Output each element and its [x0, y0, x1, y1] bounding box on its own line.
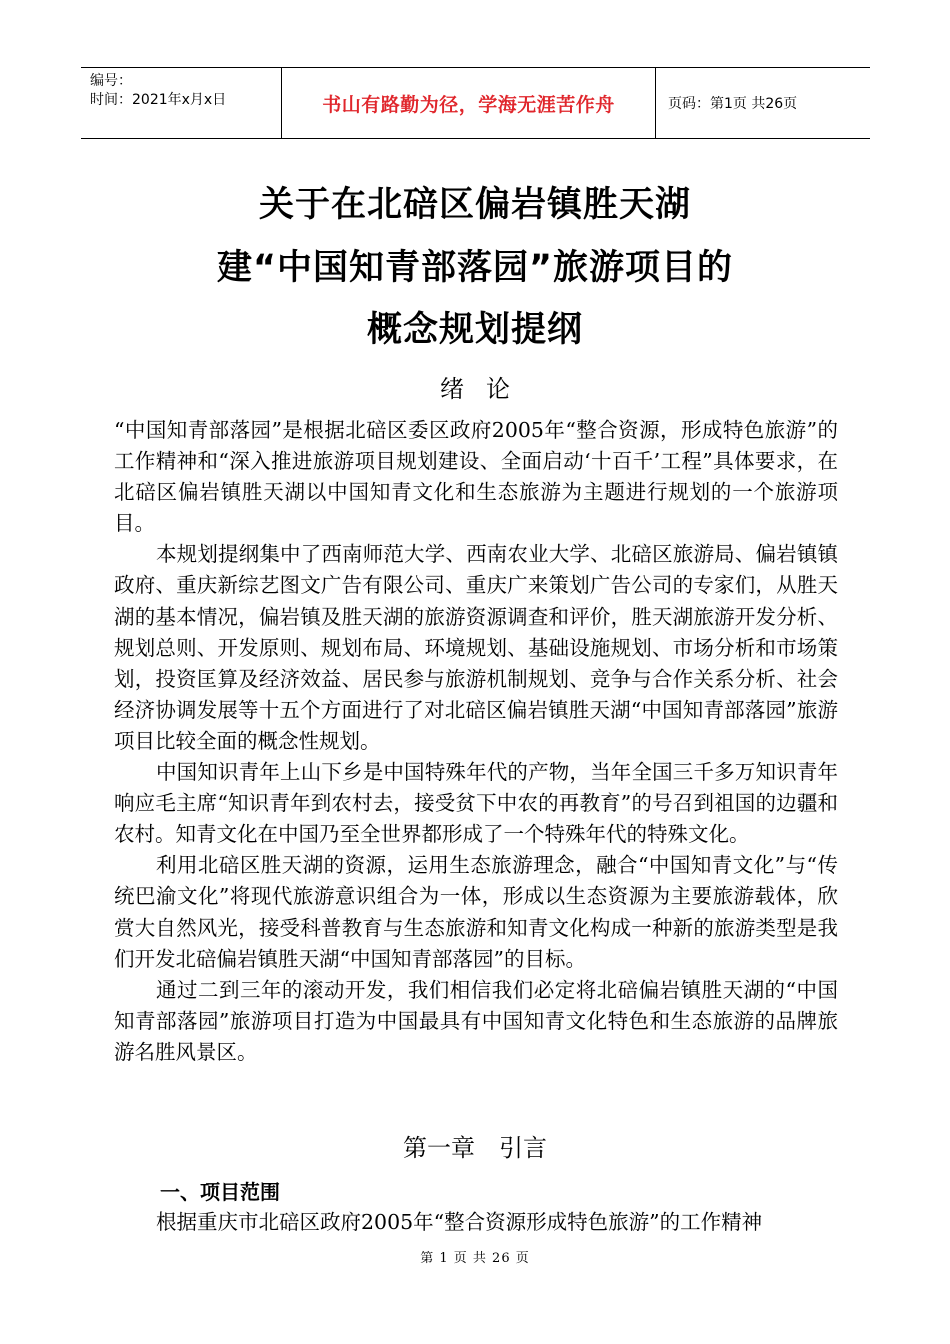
- intro-body: [114, 415, 838, 1068]
- header-meta: [81, 68, 282, 138]
- header-page-info: 页码：第1页 共26页: [668, 96, 798, 112]
- document-title-line-3: 概念规划提纲: [366, 310, 583, 350]
- document-time-label: 时间：2021年x月x日: [90, 92, 227, 108]
- header-motto: 书山有路勤为径，学海无涯苦作舟: [282, 68, 656, 138]
- document-title-line-2: 建“中国知青部落园”旅游项目的: [216, 248, 733, 288]
- paragraph: 中国知识青年上山下乡是中国特殊年代的产物，当年全国三千多万知识青年响应毛主席“知识青年到农村去，接受贫下中农的再教育”的号召到祖国的边疆和农村。知青文化在中国乃至全世界都形成了一个特殊年代的特殊文化。: [114, 760, 838, 847]
- chapter-name: 引言: [499, 1134, 547, 1162]
- chapter-number: 第一章: [403, 1134, 475, 1162]
- intro-heading: 绪论: [440, 375, 532, 403]
- document-number-label: 编号：: [90, 73, 132, 89]
- paragraph: 根据重庆市北碚区政府2005年“整合资源形成特色旅游”的工作精神: [156, 1210, 763, 1234]
- paragraph: 本规划提纲集中了西南师范大学、西南农业大学、北碚区旅游局、偏岩镇镇政府、重庆新综艺图文广告有限公司、重庆广来策划广告公司的专家们，从胜天湖的基本情况，偏岩镇及胜天湖的旅游资源调查和评价，胜天湖旅游开发分析、规划总则、开发原则、规划布局、环境规划、基础设施规划、市场分析和市场策划，投资匡算及经济效益、居民参与旅游机制规划、竞争与合作关系分析、社会经济协调发展等十五个方面进行了对北碚区偏岩镇胜天湖“中国知青部落园”旅游项目比较全面的概念性规划。: [114, 542, 838, 753]
- document-title-line-1: 关于在北碚区偏岩镇胜天湖: [258, 185, 691, 225]
- section-subheading: 一、项目范围: [160, 1180, 280, 1204]
- header-table: [81, 67, 870, 139]
- paragraph: 通过二到三年的滚动开发，我们相信我们必定将北碚偏岩镇胜天湖的“中国知青部落园”旅游项目打造为中国最具有中国知青文化特色和生态旅游的品牌旅游名胜风景区。: [114, 977, 838, 1064]
- paragraph: “中国知青部落园”是根据北碚区委区政府2005年“整合资源，形成特色旅游”的工作精神和“深入推进旅游项目规划建设、全面启动‘十百千’工程”具体要求，在北碚区偏岩镇胜天湖以中国知青文化和生态旅游为主题进行规划的一个旅游项目。: [114, 418, 838, 536]
- chapter-heading: [0, 1128, 950, 1163]
- page-footer: 第 1 页 共 26 页: [420, 1251, 530, 1266]
- paragraph: 利用北碚区胜天湖的资源，运用生态旅游理念，融合“中国知青文化”与“传统巴渝文化”将现代旅游意识组合为一体，形成以生态资源为主要旅游载体，欣赏大自然风光，接受科普教育与生态旅游和知青文化构成一种新的旅游类型是我们开发北碚偏岩镇胜天湖“中国知青部落园”的目标。: [114, 853, 838, 971]
